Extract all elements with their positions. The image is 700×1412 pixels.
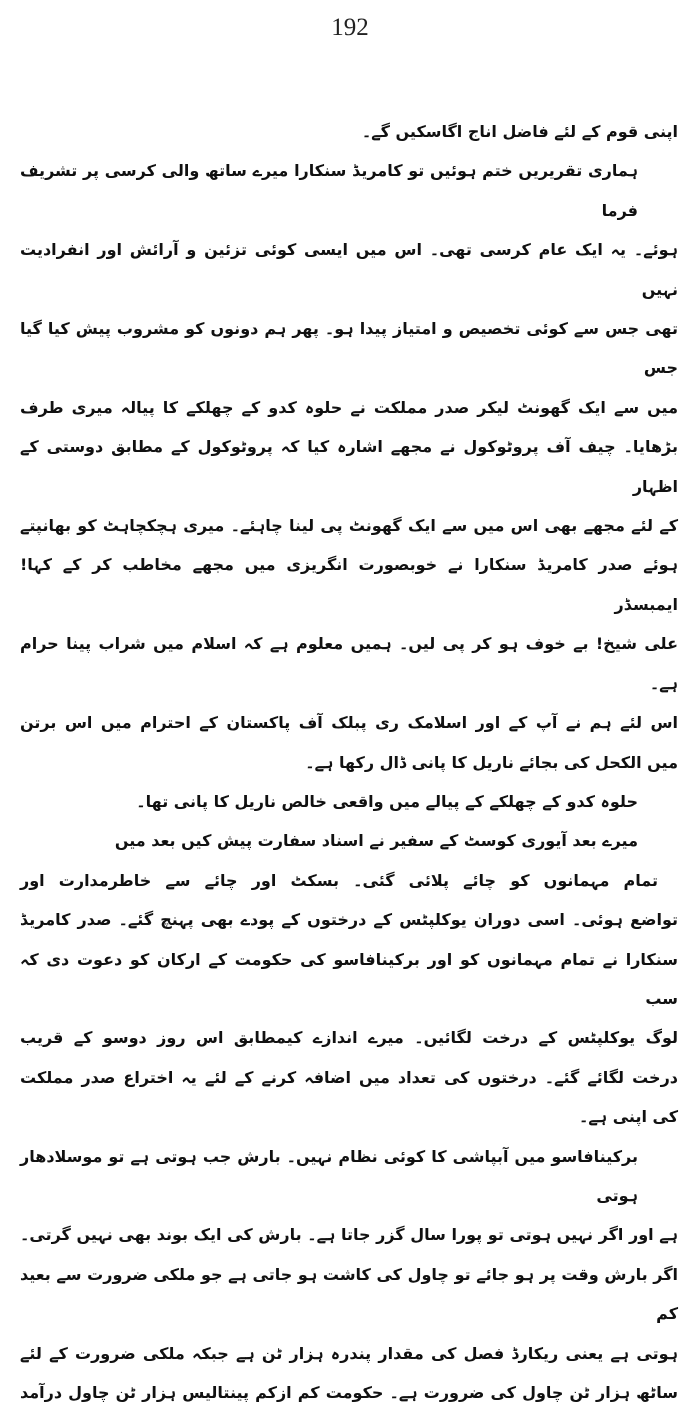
text-line: اس لئے ہم نے آپ کے اور اسلامک ری پبلک آف پاکستان کے احترام میں اس برتن bbox=[20, 713, 678, 733]
text-line: کی اپنی ہے۔ bbox=[579, 1107, 678, 1127]
text-line: سنکارا نے تمام مہمانوں کو اور برکینافاسو کی حکومت کے ارکان کو دعوت دی کہ سب bbox=[20, 949, 678, 1008]
text-line: اگر بارش وقت پر ہو جائے تو چاول کی کاشت ہو جاتی ہے جو ملکی ضرورت سے بعید کم bbox=[20, 1264, 678, 1324]
text-line: علی شیخ! بے خوف ہو کر پی لیں۔ ہمیں معلوم ہے کہ اسلام میں شراب پینا حرام ہے۔ bbox=[20, 634, 678, 693]
text-line: کے لئے مجھے بھی اس میں سے ایک گھونٹ پی لینا چاہئے۔ میری ہچکچاہٹ کو بھانپتے bbox=[20, 516, 678, 536]
text-line: لوگ یوکلپٹس کے درخت لگائیں۔ میرے اندازے کیمطابق اس روز دوسو کے قریب bbox=[20, 1028, 678, 1048]
text-line: برکینافاسو میں آبپاشی کا کوئی نظام نہیں۔ بارش جب ہوتی ہے تو موسلادھار ہوتی bbox=[20, 1146, 638, 1205]
text-line: ہوئے۔ یہ ایک عام کرسی تھی۔ اس میں ایسی کوئی تزئین و آرائش اور انفرادیت نہیں bbox=[20, 240, 678, 299]
text-line: اپنی قوم کے لئے فاضل اناج اگاسکیں گے۔ bbox=[361, 122, 678, 141]
text-line: درخت لگائے گئے۔ درختوں کی تعداد میں اضافہ کرنے کے لئے یہ اختراع صدر مملکت bbox=[20, 1067, 678, 1087]
text-line: میں الکحل کی بجائے ناریل کا پانی ڈال رکھا ہے۔ bbox=[305, 752, 678, 772]
text-line: تھی جس سے کوئی تخصیص و امتیاز پیدا ہو۔ پھر ہم دونوں کو مشروب پیش کیا گیا جس bbox=[20, 319, 678, 378]
page-number: 192 bbox=[331, 14, 369, 41]
text-line: ہے اور اگر نہیں ہوتی تو پورا سال گزر جاتا ہے۔ بارش کی ایک بوند بھی نہیں گرتی۔ bbox=[20, 1225, 678, 1245]
text-line: بڑھایا۔ چیف آف پروٹوکول نے مجھے اشارہ کیا کہ پروٹوکول کے مطابق دوستی کے اظہار bbox=[20, 437, 678, 496]
text-line: ہوئے صدر کامریڈ سنکارا نے خوبصورت انگریزی میں مجھے مخاطب کر کے کہا! ایمبسڈر bbox=[20, 555, 678, 614]
text-line: حلوہ کدو کے چھلکے کے پیالے میں واقعی خالص ناریل کا پانی تھا۔ bbox=[136, 791, 638, 811]
text-line: تواضع ہوئی۔ اسی دوران یوکلپٹس کے درختوں کے پودے بھی پہنچ گئے۔ صدر کامریڈ bbox=[20, 910, 678, 930]
text-line: ساٹھ ہزار ٹن چاول کی ضرورت ہے۔ حکومت کم ازکم پینتالیس ہزار ٹن چاول درآمد bbox=[20, 1383, 678, 1402]
text-line: ہماری تقریریں ختم ہوئیں تو کامریڈ سنکارا میرے ساتھ والی کرسی پر تشریف فرما bbox=[20, 161, 638, 220]
text-line: ہوتی ہے یعنی ریکارڈ فصل کی مقدار پندرہ ہزار ٹن ہے جبکہ ملکی ضرورت کے لئے bbox=[20, 1343, 678, 1363]
text-line: میرے بعد آیوری کوسٹ کے سفیر نے اسناد سفارت پیش کیں بعد میں bbox=[114, 831, 638, 851]
body-text bbox=[0, 112, 700, 1412]
text-line: میں سے ایک گھونٹ لیکر صدر مملکت نے حلوہ کدو کے چھلکے کا پیالہ میری طرف bbox=[20, 397, 678, 417]
text-line: تمام مہمانوں کو چائے پلائی گئی۔ بسکٹ اور چائے سے خاطرمدارت اور bbox=[20, 870, 658, 890]
